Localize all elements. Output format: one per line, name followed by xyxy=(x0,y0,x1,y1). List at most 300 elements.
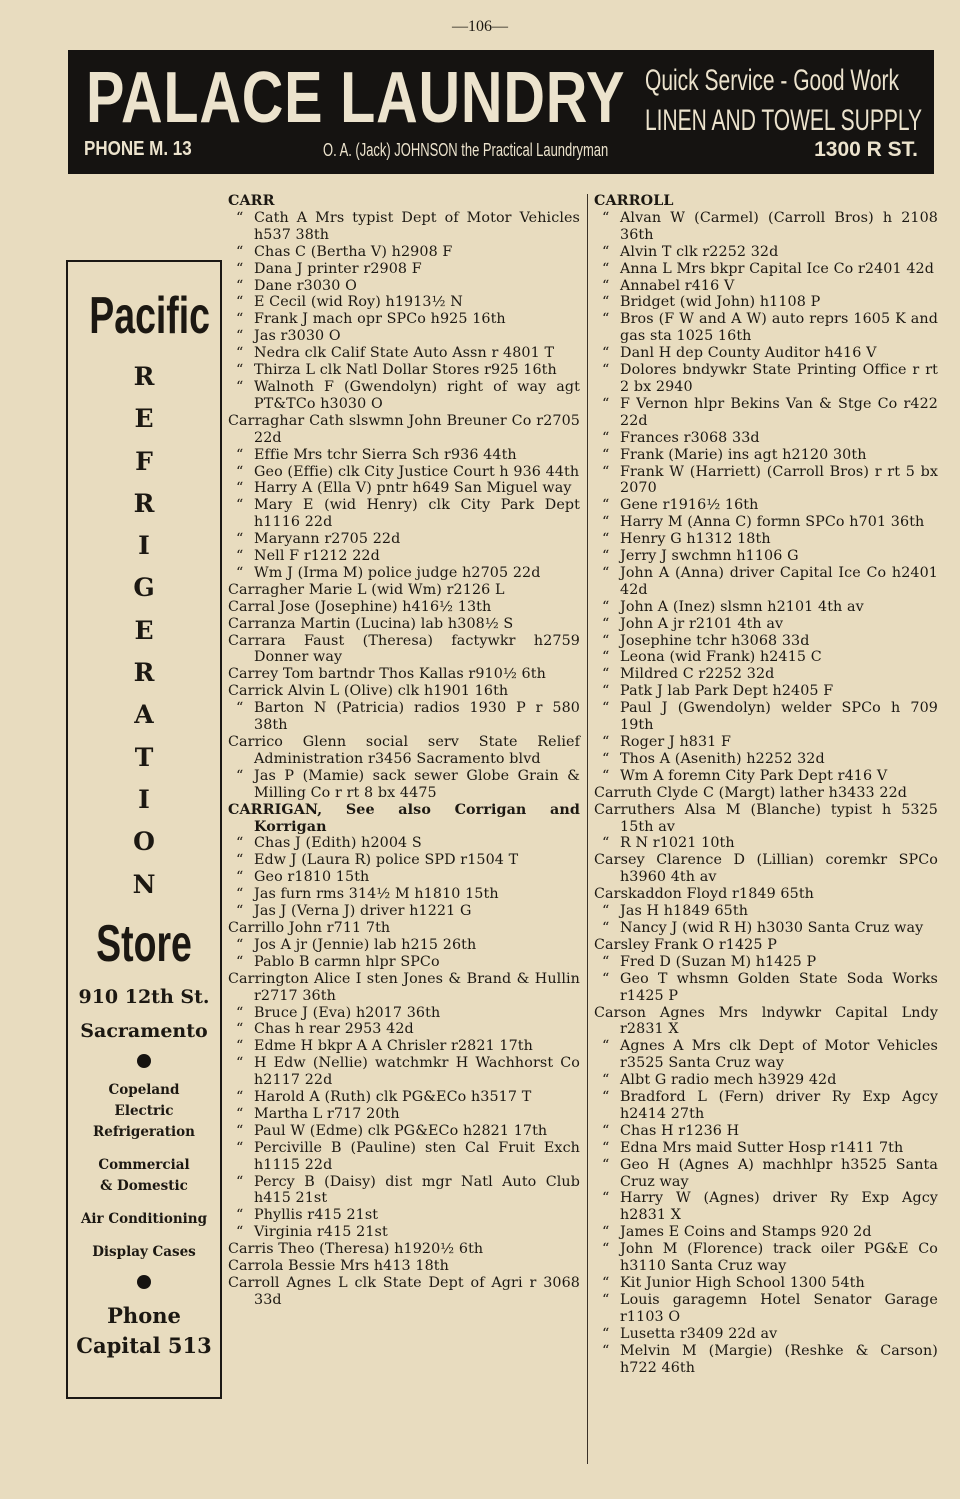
entry-text: Mildred C r2252 32d xyxy=(620,666,775,683)
directory-entry xyxy=(594,920,938,937)
directory-entry xyxy=(594,565,938,599)
ad-vertical-letter: T xyxy=(134,742,154,772)
entry-text: John M (Florence) track oiler PG&E Co h3110 Santa Cruz way xyxy=(620,1241,938,1275)
ditto-mark: “ xyxy=(602,395,610,412)
ditto-mark: “ xyxy=(236,209,244,226)
ad-feature-line: Display Cases xyxy=(92,1243,196,1260)
entry-text: Bridget (wid John) h1108 P xyxy=(620,294,821,311)
ditto-mark: “ xyxy=(602,362,610,379)
directory-entry xyxy=(594,683,938,700)
entry-text: Chas h rear 2953 42d xyxy=(254,1021,414,1038)
ditto-mark: “ xyxy=(236,497,244,514)
entry-text: Chas C (Bertha V) h2908 F xyxy=(254,243,453,260)
entry-text: Carrey Tom bartndr Thos Kallas r910½ 6th xyxy=(228,666,546,683)
directory-entry xyxy=(594,396,938,430)
ditto-mark: “ xyxy=(602,1089,610,1106)
directory-entry xyxy=(228,886,580,903)
directory-entry xyxy=(228,768,580,802)
entry-text: Carruth Clyde C (Margt) lather h3433 22d xyxy=(594,784,908,801)
banner-phone: PHONE M. 13 xyxy=(84,138,192,160)
entry-text: Frances r3068 33d xyxy=(620,429,760,446)
entry-text: Patk J lab Park Dept h2405 F xyxy=(620,683,834,700)
directory-entry xyxy=(594,294,938,311)
ad-city: Sacramento xyxy=(80,1019,208,1042)
directory-entry xyxy=(228,599,580,616)
entry-text: Bros (F W and A W) auto reprs 1605 K and gas sta 1025 16th xyxy=(620,311,938,345)
directory-entry xyxy=(228,1106,580,1123)
directory-entry xyxy=(228,362,580,379)
entry-text: Effie Mrs tchr Sierra Sch r936 44th xyxy=(254,446,517,463)
entry-text: James E Coins and Stamps 920 2d xyxy=(620,1224,872,1241)
entry-text: Chas H r1236 H xyxy=(620,1122,740,1139)
entry-text: Frank J mach opr SPCo h925 16th xyxy=(254,311,506,328)
directory-entry xyxy=(228,852,580,869)
ditto-mark: “ xyxy=(236,1004,244,1021)
ad-feature-line: Copeland xyxy=(108,1081,180,1098)
directory-entry xyxy=(594,514,938,531)
directory-entry xyxy=(594,971,938,1005)
ditto-mark: “ xyxy=(236,936,244,953)
ditto-mark: “ xyxy=(236,1224,244,1241)
entry-text: Alvin T clk r2252 32d xyxy=(620,243,779,260)
directory-entry xyxy=(228,666,580,683)
directory-entry xyxy=(594,1343,938,1377)
entry-text: Edna Mrs maid Sutter Hosp r1411 7th xyxy=(620,1139,904,1156)
entry-text: Virginia r415 21st xyxy=(254,1224,388,1241)
ditto-mark: “ xyxy=(602,1156,610,1173)
ad-feature xyxy=(68,1242,220,1263)
directory-entry xyxy=(594,1038,938,1072)
entry-text: Harry W (Agnes) driver Ry Exp Agcy h2831 X xyxy=(620,1190,938,1224)
ditto-mark: “ xyxy=(602,446,610,463)
ditto-mark: “ xyxy=(236,1139,244,1156)
entry-text: Perciville B (Pauline) sten Cal Fruit Exch h1115 22d xyxy=(254,1139,580,1173)
directory-entry xyxy=(228,1021,580,1038)
ad-feature-line: Refrigeration xyxy=(93,1123,195,1140)
entry-text: Carrillo John r711 7th xyxy=(228,919,391,936)
entry-text: R N r1021 10th xyxy=(620,835,735,852)
entry-text: Alvan W (Carmel) (Carroll Bros) h 2108 36th xyxy=(620,209,938,243)
directory-entry xyxy=(228,1258,580,1275)
directory-entry xyxy=(228,1207,580,1224)
entry-text: Geo r1810 15th xyxy=(254,869,370,886)
ditto-mark: “ xyxy=(602,750,610,767)
directory-entry xyxy=(594,244,938,261)
ditto-mark: “ xyxy=(602,564,610,581)
directory-entry xyxy=(228,1241,580,1258)
entry-text: Geo H (Agnes A) machhlpr h3525 Santa Cruz way xyxy=(620,1156,938,1190)
banner-address: 1300 R ST. xyxy=(814,138,918,161)
ditto-mark: “ xyxy=(602,1122,610,1139)
entry-text: Jas H h1849 65th xyxy=(620,903,749,920)
entry-text: Gene r1916½ 16th xyxy=(620,497,759,514)
directory-entry xyxy=(594,1005,938,1039)
ditto-mark: “ xyxy=(602,953,610,970)
entry-text: Bradford L (Fern) driver Ry Exp Agcy h2414 27th xyxy=(620,1089,938,1122)
ditto-mark: “ xyxy=(602,1072,610,1089)
entry-text: Carral Jose (Josephine) h416½ 13th xyxy=(228,598,492,615)
entry-text: Annabel r416 V xyxy=(620,277,735,294)
entry-text: Jas furn rms 314½ M h1810 15th xyxy=(254,886,499,903)
directory-entry xyxy=(594,599,938,616)
directory-entry xyxy=(594,261,938,278)
entry-text: Maryann r2705 22d xyxy=(254,531,401,548)
pacific-refrigeration-ad xyxy=(66,260,222,1399)
ditto-mark: “ xyxy=(236,1207,244,1224)
ad-store: Store xyxy=(96,914,192,973)
ad-vertical-letter: E xyxy=(134,615,154,645)
entry-text: F Vernon hlpr Bekins Van & Stge Co r422 22d xyxy=(620,395,938,429)
ad-vertical-letter: R xyxy=(133,658,155,688)
directory-entry xyxy=(594,802,938,836)
ad-feature-line: & Domestic xyxy=(100,1177,188,1194)
entry-text: Dana J printer r2908 F xyxy=(254,260,422,277)
directory-entry xyxy=(228,1055,580,1089)
ditto-mark: “ xyxy=(602,598,610,615)
ditto-mark: “ xyxy=(602,767,610,784)
directory-entry xyxy=(228,869,580,886)
directory-entry xyxy=(594,1241,938,1275)
directory-entry xyxy=(594,531,938,548)
directory-entry xyxy=(228,633,580,667)
entry-text: Carris Theo (Theresa) h1920½ 6th xyxy=(228,1241,484,1258)
entry-text: Fred D (Suzan M) h1425 P xyxy=(620,953,817,970)
directory-entry xyxy=(594,649,938,666)
banner-title: PALACE LAUNDRY xyxy=(86,58,626,138)
entry-text: Nedra clk Calif State Auto Assn r 4801 T xyxy=(254,345,555,362)
entry-text: Harry A (Ella V) pntr h649 San Miguel way xyxy=(254,480,572,497)
ad-vertical-letter: E xyxy=(134,404,154,434)
ad-vertical-letter: R xyxy=(133,488,155,518)
entry-text: Carraghar Cath slswmn John Breuner Co r2705 22d xyxy=(228,412,580,446)
directory-column-left xyxy=(228,193,580,1309)
entry-text: Carson Agnes Mrs lndywkr Capital Lndy r2831 X xyxy=(594,1004,938,1038)
entry-text: Carrico Glenn social serv State Relief Administration r3456 Sacramento blvd xyxy=(228,734,580,767)
directory-entry xyxy=(594,1326,938,1343)
entry-text: Jas r3030 O xyxy=(254,328,341,345)
ditto-mark: “ xyxy=(236,835,244,852)
ditto-mark: “ xyxy=(236,564,244,581)
directory-entry xyxy=(594,633,938,650)
entry-text: Edme H bkpr A A Chrisler r2821 17th xyxy=(254,1038,533,1055)
entry-text: Pablo B carmn hlpr SPCo xyxy=(254,953,440,970)
entry-text: Lusetta r3409 22d av xyxy=(620,1325,778,1342)
entry-text: E Cecil (wid Roy) h1913½ N xyxy=(254,294,463,311)
entry-text: Jos A jr (Jennie) lab h215 26th xyxy=(254,936,477,953)
directory-entry xyxy=(594,616,938,633)
ditto-mark: “ xyxy=(602,294,610,311)
entry-text: John A (Inez) slsmn h2101 4th av xyxy=(620,598,864,615)
ditto-mark: “ xyxy=(602,1038,610,1055)
bullet-dot-icon xyxy=(137,1054,151,1068)
banner-slogan-1: Quick Service - Good Work xyxy=(645,64,900,97)
directory-entry xyxy=(594,548,938,565)
entry-text: Carragher Marie L (wid Wm) r2126 L xyxy=(228,581,505,598)
entry-text: CARR xyxy=(228,193,275,209)
entry-text: Frank W (Harriett) (Carroll Bros) r rt 5 bx 2070 xyxy=(620,463,938,497)
ditto-mark: “ xyxy=(602,497,610,514)
directory-entry xyxy=(594,278,938,295)
ditto-mark: “ xyxy=(602,970,610,987)
directory-entry xyxy=(228,971,580,1005)
directory-entry xyxy=(228,210,580,244)
entry-text: Carroll Agnes L clk State Dept of Agri r 3068 33d xyxy=(228,1275,580,1308)
ditto-mark: “ xyxy=(602,666,610,683)
ditto-mark: “ xyxy=(602,260,610,277)
ad-vertical-letter: I xyxy=(138,531,150,561)
ad-feature-line: Electric xyxy=(114,1102,174,1119)
ditto-mark: “ xyxy=(602,1224,610,1241)
entry-text: Carrington Alice I sten Jones & Brand & Hullin r2717 36th xyxy=(228,970,580,1004)
entry-text: Jas J (Verna J) driver h1221 G xyxy=(254,903,472,920)
entry-text: Kit Junior High School 1300 54th xyxy=(620,1275,865,1291)
ditto-mark: “ xyxy=(236,328,244,345)
ditto-mark: “ xyxy=(236,869,244,886)
directory-entry xyxy=(228,278,580,295)
entry-text: Carrick Alvin L (Olive) clk h1901 16th xyxy=(228,683,509,700)
ditto-mark: “ xyxy=(236,531,244,548)
directory-entry xyxy=(228,835,580,852)
ditto-mark: “ xyxy=(236,1038,244,1055)
directory-entry xyxy=(228,244,580,261)
entry-text: Agnes A Mrs clk Dept of Motor Vehicles r3525 Santa Cruz way xyxy=(620,1038,938,1072)
directory-entry xyxy=(228,683,580,700)
ad-feature xyxy=(68,1155,220,1197)
directory-entry xyxy=(228,903,580,920)
entry-text: Dane r3030 O xyxy=(254,277,357,294)
entry-text: Louis garagemn Hotel Senator Garage r1103 O xyxy=(620,1291,938,1325)
ditto-mark: “ xyxy=(236,311,244,328)
ditto-mark: “ xyxy=(236,277,244,294)
directory-entry xyxy=(594,666,938,683)
directory-entry xyxy=(228,734,580,768)
directory-entry xyxy=(228,447,580,464)
ditto-mark: “ xyxy=(602,1291,610,1308)
ditto-mark: “ xyxy=(602,903,610,920)
directory-entry xyxy=(228,1275,580,1309)
directory-entry xyxy=(228,345,580,362)
directory-entry xyxy=(594,1072,938,1089)
directory-entry xyxy=(594,1089,938,1123)
directory-entry xyxy=(228,582,580,599)
directory-entry xyxy=(594,311,938,345)
ditto-mark: “ xyxy=(236,446,244,463)
ditto-mark: “ xyxy=(236,767,244,784)
ditto-mark: “ xyxy=(602,700,610,717)
directory-entry xyxy=(594,903,938,920)
ditto-mark: “ xyxy=(236,362,244,379)
ditto-mark: “ xyxy=(602,531,610,548)
ditto-mark: “ xyxy=(236,1055,244,1072)
ditto-mark: “ xyxy=(602,1275,610,1291)
ditto-mark: “ xyxy=(602,277,610,294)
directory-entry xyxy=(594,1157,938,1191)
entry-text: Phyllis r415 21st xyxy=(254,1207,379,1224)
directory-entry xyxy=(228,261,580,278)
entry-text: Cath A Mrs typist Dept of Motor Vehicles h537 38th xyxy=(254,209,580,243)
ad-feature xyxy=(68,1209,220,1230)
directory-entry xyxy=(228,1038,580,1055)
banner-owner: O. A. (Jack) JOHNSON the Practical Laundryman xyxy=(323,140,609,160)
ditto-mark: “ xyxy=(602,345,610,362)
directory-entry xyxy=(594,1224,938,1241)
entry-text: Thos A (Asenith) h2252 32d xyxy=(620,750,825,767)
ditto-mark: “ xyxy=(236,260,244,277)
ditto-mark: “ xyxy=(236,345,244,362)
ad-feature-line: Commercial xyxy=(98,1156,190,1173)
directory-entry xyxy=(594,1140,938,1157)
page-number: —106— xyxy=(452,18,508,35)
ditto-mark: “ xyxy=(236,1173,244,1190)
entry-text: Percy B (Daisy) dist mgr Natl Auto Club h415 21st xyxy=(254,1173,580,1207)
section-heading xyxy=(594,193,938,210)
entry-text: Henry G h1312 18th xyxy=(620,531,771,548)
directory-entry xyxy=(228,1224,580,1241)
entry-text: Barton N (Patricia) radios 1930 P r 580 38th xyxy=(254,700,580,734)
entry-text: Jerry J swchmn h1106 G xyxy=(620,548,799,565)
ad-brand: Pacific xyxy=(89,287,210,345)
ditto-mark: “ xyxy=(602,1139,610,1156)
ditto-mark: “ xyxy=(602,615,610,632)
ditto-mark: “ xyxy=(236,903,244,920)
entry-text: Harold A (Ruth) clk PG&ECo h3517 T xyxy=(254,1089,532,1106)
ditto-mark: “ xyxy=(602,1241,610,1258)
ad-feature-line: Air Conditioning xyxy=(80,1210,208,1227)
directory-entry xyxy=(228,311,580,328)
directory-entry xyxy=(594,886,938,903)
entry-text: Wm J (Irma M) police judge h2705 22d xyxy=(254,564,541,581)
entry-text: Dolores bndywkr State Printing Office r rt 2 bx 2940 xyxy=(620,362,938,395)
directory-entry xyxy=(594,345,938,362)
ditto-mark: “ xyxy=(602,548,610,565)
directory-entry xyxy=(594,497,938,514)
directory-entry xyxy=(228,548,580,565)
entry-text: Geo T whsmn Golden State Soda Works r1425 P xyxy=(620,970,938,1004)
directory-entry xyxy=(594,852,938,886)
directory-entry xyxy=(228,954,580,971)
entry-text: Carruthers Alsa M (Blanche) typist h 5325 15th av xyxy=(594,801,938,835)
directory-entry xyxy=(228,1089,580,1106)
entry-text: John A (Anna) driver Capital Ice Co h2401 42d xyxy=(620,564,938,598)
directory-entry xyxy=(228,464,580,481)
entry-text: Carranza Martin (Lucina) lab h308½ S xyxy=(228,615,514,632)
directory-column-right xyxy=(594,193,938,1376)
ad-features xyxy=(68,1080,220,1263)
ditto-mark: “ xyxy=(236,294,244,311)
ditto-mark: “ xyxy=(236,852,244,869)
entry-text: Walnoth F (Gwendolyn) right of way agt PT&TCo h3030 O xyxy=(254,378,580,412)
directory-entry xyxy=(594,362,938,396)
directory-entry xyxy=(594,768,938,785)
entry-text: Anna L Mrs bkpr Capital Ice Co r2401 42d xyxy=(620,260,934,277)
directory-entry xyxy=(228,1005,580,1022)
directory-entry xyxy=(594,1275,938,1292)
directory-entry xyxy=(594,734,938,751)
ad-vertical-letter: F xyxy=(135,446,153,476)
entry-text: Nell F r1212 22d xyxy=(254,548,380,565)
directory-entry xyxy=(594,835,938,852)
directory-entry xyxy=(228,328,580,345)
ad-street: 910 12th St. xyxy=(78,985,210,1008)
entry-text: Harry M (Anna C) formn SPCo h701 36th xyxy=(620,514,925,531)
section-heading xyxy=(228,802,580,836)
ditto-mark: “ xyxy=(602,632,610,649)
directory-entry xyxy=(228,379,580,413)
directory-entry xyxy=(594,937,938,954)
directory-entry xyxy=(594,210,938,244)
ditto-mark: “ xyxy=(236,700,244,717)
ditto-mark: “ xyxy=(602,1325,610,1342)
entry-text: Chas J (Edith) h2004 S xyxy=(254,835,422,852)
ditto-mark: “ xyxy=(602,919,610,936)
entry-text: Carsey Clarence D (Lillian) coremkr SPCo h3960 4th av xyxy=(594,852,938,886)
entry-text: Geo (Effie) clk City Justice Court h 936 44th xyxy=(254,463,580,480)
entry-text: Melvin M (Margie) (Reshke & Carson) h722 46th xyxy=(620,1342,938,1376)
entry-text: Frank (Marie) ins agt h2120 30th xyxy=(620,446,867,463)
ditto-mark: “ xyxy=(602,429,610,446)
ad-vertical-letter: O xyxy=(133,827,155,857)
ditto-mark: “ xyxy=(602,1342,610,1359)
entry-text: Wm A foremn City Park Dept r416 V xyxy=(620,767,888,784)
ditto-mark: “ xyxy=(602,514,610,531)
ditto-mark: “ xyxy=(236,1089,244,1106)
directory-entry xyxy=(228,413,580,447)
entry-text: H Edw (Nellie) watchmkr H Wachhorst Co h2117 22d xyxy=(254,1055,580,1089)
ad-feature xyxy=(68,1080,220,1143)
entry-text: Josephine tchr h3068 33d xyxy=(620,632,810,649)
ad-vertical-letter: I xyxy=(138,784,150,814)
ditto-mark: “ xyxy=(236,548,244,565)
directory-entry xyxy=(228,1174,580,1208)
entry-text: John A jr r2101 4th av xyxy=(620,615,784,632)
ditto-mark: “ xyxy=(236,243,244,260)
directory-entry xyxy=(594,785,938,802)
directory-entry xyxy=(228,480,580,497)
entry-text: Jas P (Mamie) sack sewer Globe Grain & Milling Co r rt 8 bx 4475 xyxy=(254,767,580,801)
ad-vertical-letter: A xyxy=(134,700,154,730)
directory-entry xyxy=(594,954,938,971)
entry-text: Carskaddon Floyd r1849 65th xyxy=(594,886,814,903)
directory-entry xyxy=(594,1190,938,1224)
ditto-mark: “ xyxy=(602,683,610,700)
directory-entry xyxy=(228,920,580,937)
directory-entry xyxy=(228,497,580,531)
ad-phone-label: Phone xyxy=(107,1302,181,1328)
entry-text: Mary E (wid Henry) clk City Park Dept h1116 22d xyxy=(254,497,580,531)
ad-vertical-letter: N xyxy=(132,869,156,899)
ditto-mark: “ xyxy=(236,1105,244,1122)
column-divider xyxy=(587,194,588,1464)
ditto-mark: “ xyxy=(236,886,244,903)
entry-text: Albt G radio mech h3929 42d xyxy=(620,1072,837,1089)
entry-text: Carsley Frank O r1425 P xyxy=(594,936,777,953)
directory-entry xyxy=(228,531,580,548)
directory-entry xyxy=(594,700,938,734)
bullet-dot-icon xyxy=(137,1275,151,1289)
directory-entry xyxy=(594,1292,938,1326)
ditto-mark: “ xyxy=(602,734,610,750)
entry-text: Roger J h831 F xyxy=(620,734,732,750)
entry-text: Danl H dep County Auditor h416 V xyxy=(620,345,877,362)
ditto-mark: “ xyxy=(602,311,610,328)
directory-entry xyxy=(228,937,580,954)
ditto-mark: “ xyxy=(602,835,610,852)
entry-text: Paul J (Gwendolyn) welder SPCo h 709 19th xyxy=(620,700,938,734)
entry-text: Leona (wid Frank) h2415 C xyxy=(620,649,822,666)
ditto-mark: “ xyxy=(602,649,610,666)
entry-text: Nancy J (wid R H) h3030 Santa Cruz way xyxy=(620,919,924,936)
ditto-mark: “ xyxy=(602,1190,610,1207)
